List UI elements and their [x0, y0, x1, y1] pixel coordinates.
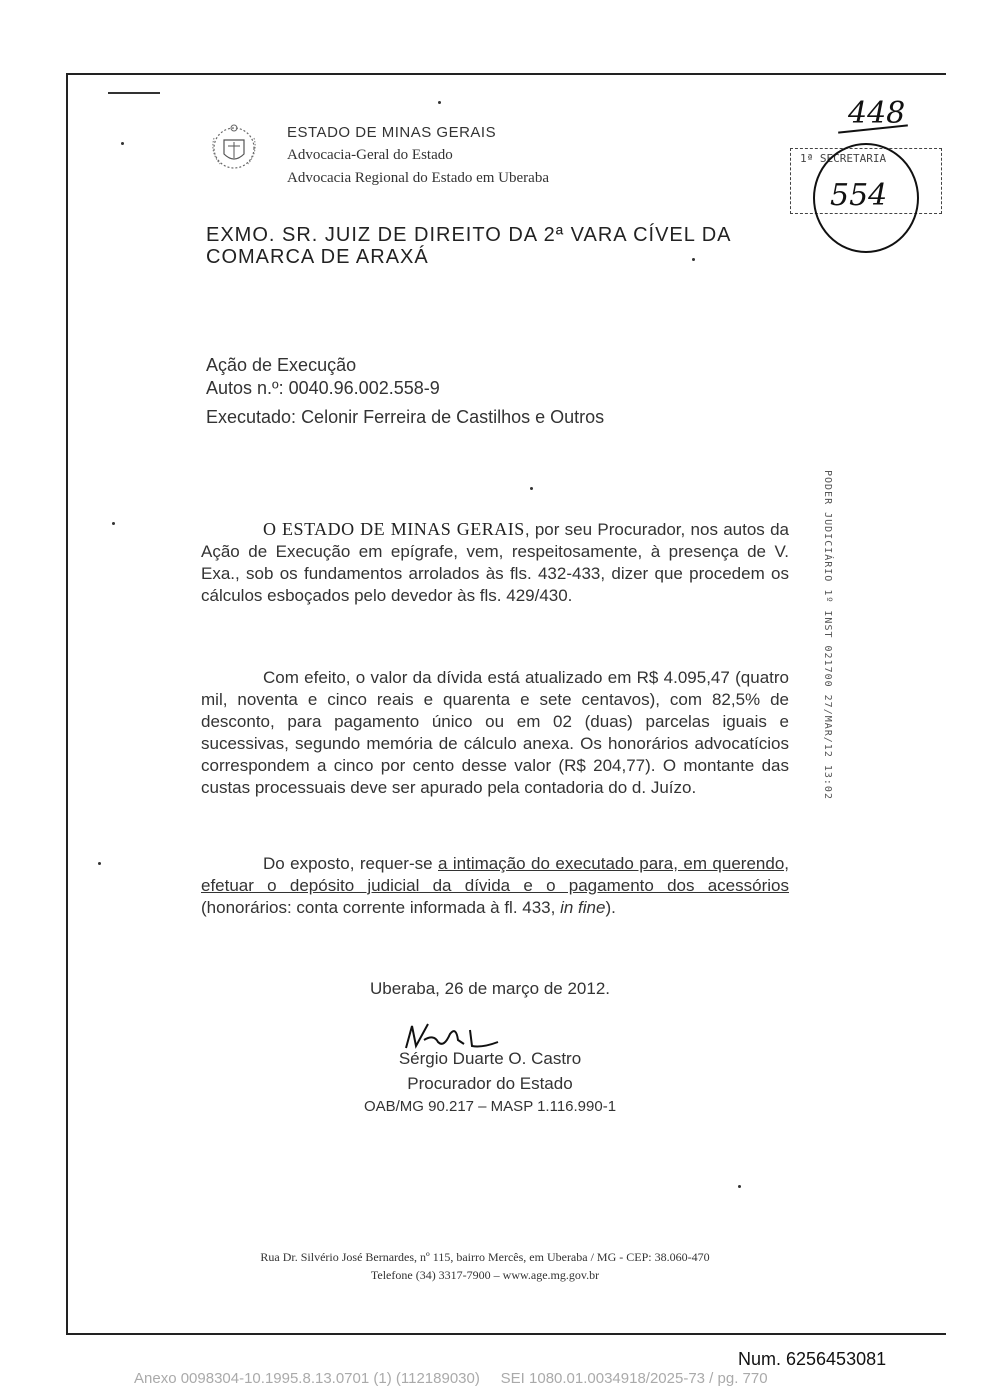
place-date: Uberaba, 26 de março de 2012. — [369, 979, 611, 998]
signatory-name: Sérgio Duarte O. Castro — [398, 1049, 582, 1068]
case-action: Ação de Execução — [206, 355, 357, 375]
scan-speck — [738, 1185, 741, 1188]
page-border-bottom — [66, 1333, 946, 1335]
scan-speck — [438, 101, 441, 104]
case-executado: Executado: Celonir Ferreira de Castilhos e Outros — [206, 407, 605, 427]
header-agency: Advocacia-Geral do Estado — [287, 147, 453, 163]
header-state: ESTADO DE MINAS GERAIS — [287, 124, 497, 141]
scan-speck — [121, 142, 124, 145]
paragraph-3-middle: (honorários: conta corrente informada à fl. 433, — [201, 898, 561, 917]
annex-info: Anexo 0098304-10.1995.8.13.0701 (1) (112189030) SEI 1080.01.0034918/2025-73 / pg. 770 — [134, 1370, 768, 1387]
scan-speck — [98, 862, 101, 865]
document-number: Num. 6256453081 — [738, 1349, 887, 1369]
footer-address: Rua Dr. Silvério José Bernardes, nº 115, bairro Mercês, em Uberaba / MG - CEP: 38.060-470 — [260, 1250, 710, 1264]
addressee-line-1: EXMO. SR. JUIZ DE DIREITO DA 2ª VARA CÍVEL DA — [206, 224, 732, 246]
paragraph-2: Com efeito, o valor da dívida está atualizado em R$ 4.095,47 (quatro mil, noventa e cinco reais e quarenta e sete centavos), com 82,5% de desconto, para pagamento único ou em 02 (duas) parcelas iguais e sucessivas, segundo memória de cálculo anexa. Os honorários advocatícios correspondem a cinco por cento desse valor (R$ 204,77). O montante das custas processuais deve ser apurado pela contadoria do d. Juízo. — [201, 668, 789, 797]
paragraph-3-request: a intimação do executado para, em querendo, efetuar o depósito judicial da dívida e o pagamento dos acessórios — [201, 854, 789, 895]
court-receipt-stamp: PODER JUDICIÁRIO 1º INST 021700 27/MAR/12 13:02 — [822, 470, 833, 800]
footer-contact: Telefone (34) 3317-7900 – www.age.mg.gov.br — [370, 1268, 600, 1282]
paragraph-1-text: , por seu Procurador, nos autos da Ação de Execução em epígrafe, vem, respeitosamente, à presença de V. Exa., sob os fundamentos arrolados às fls. 432-433, dizer que procedem os cálculos esboçados pelo devedor às fls. 429/430. — [201, 520, 790, 605]
addressee-line-2: COMARCA DE ARAXÁ — [206, 246, 429, 268]
handwritten-page-number: 448 — [848, 96, 906, 131]
signatory-role: Procurador do Estado — [407, 1074, 573, 1093]
scan-mark — [108, 92, 160, 94]
paragraph-3-latin: in fine — [560, 898, 606, 917]
stamp-number: 554 — [830, 178, 888, 213]
paragraph-3-end: ). — [605, 898, 616, 917]
paragraph-3-start: Do exposto, requer-se — [263, 854, 438, 873]
registry-stamp-text: 1ª SECRETARIA — [800, 152, 887, 165]
case-autos: Autos n.º: 0040.96.002.558-9 — [206, 378, 440, 398]
page-border-left — [66, 73, 68, 1333]
header-regional: Advocacia Regional do Estado em Uberaba — [287, 170, 549, 186]
coat-of-arms-logo — [206, 118, 262, 176]
paragraph-1-lead: O ESTADO DE MINAS GERAIS — [263, 519, 525, 539]
scan-speck — [692, 258, 695, 261]
paragraph-1 — [201, 518, 789, 607]
scan-speck — [530, 487, 533, 490]
signatory-registration: OAB/MG 90.217 – MASP 1.116.990-1 — [363, 1098, 617, 1115]
paragraph-3 — [201, 853, 789, 919]
scan-speck — [112, 522, 115, 525]
page-border-top — [66, 73, 946, 75]
